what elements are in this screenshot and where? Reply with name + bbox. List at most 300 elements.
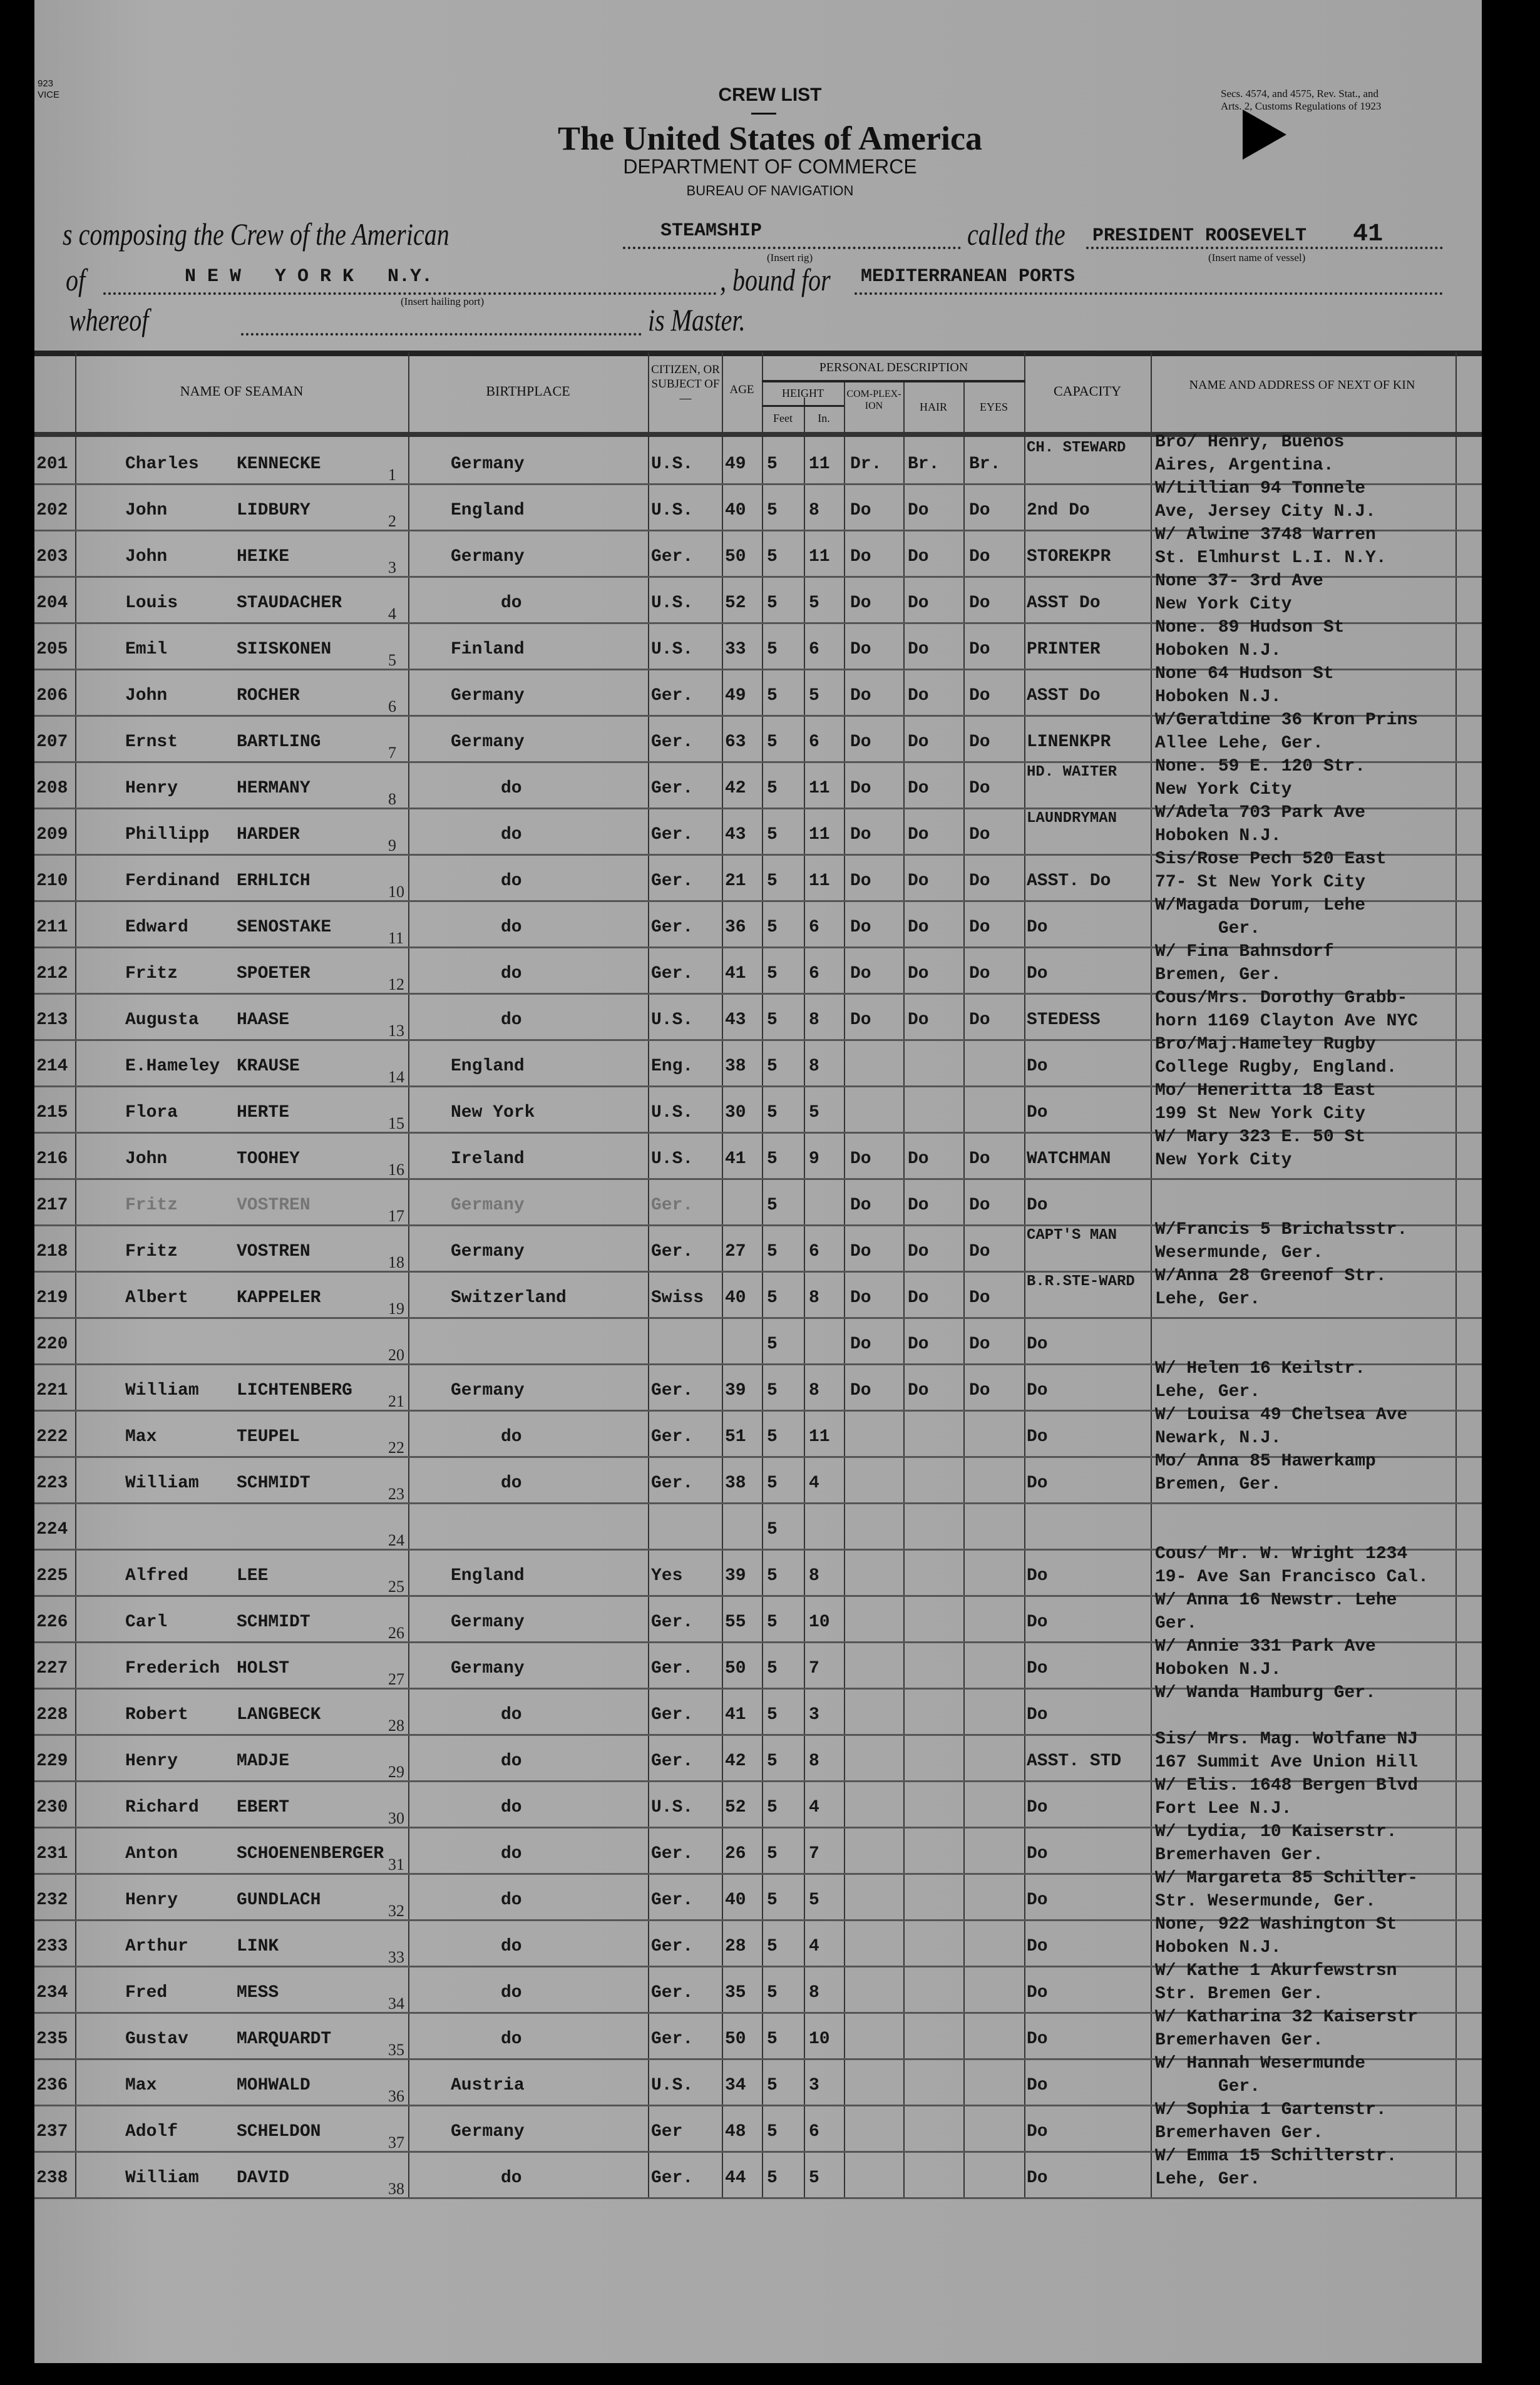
height-feet: 5 [767,454,778,474]
registry-number: 226 [36,1613,68,1632]
complexion: Do [850,1242,871,1261]
registry-number: 219 [36,1288,68,1308]
eyes: Do [969,1381,990,1400]
height-inches: 4 [809,1937,819,1956]
next-of-kin-line: 167 Summit Ave Union Hill [1155,1753,1419,1772]
birthplace: Finland [451,640,525,659]
registry-number: 207 [36,732,68,752]
corner-left-line: VICE [38,90,60,100]
line-number: 10 [388,883,404,901]
last-name: ROCHER [237,686,300,705]
height-feet: 5 [767,593,778,613]
last-name: LEE [237,1566,269,1586]
capacity: B.R.STE-WARD [1027,1273,1135,1290]
next-of-kin [1155,1542,1429,1589]
line-number: 36 [388,2087,404,2105]
last-name: KENNECKE [237,454,321,474]
registry-number: 233 [36,1937,68,1956]
birthplace: Germany [451,1381,525,1400]
hair: Do [908,1149,929,1169]
birthplace: Germany [451,1659,525,1678]
next-of-kin-line: W/ Lydia, 10 Kaiserstr. [1155,1822,1397,1842]
next-of-kin-line: Bremen, Ger. [1155,965,1281,985]
line-number: 15 [388,1114,404,1132]
next-of-kin-line: Aires, Argentina. [1155,456,1334,475]
next-of-kin-line: 77- St New York City [1155,873,1366,892]
vessel-hint: (Insert name of vessel) [1208,252,1306,264]
citizenship: Ger [651,2122,683,2141]
last-name: HERMANY [237,779,311,798]
first-name: Edward [125,918,188,937]
of-text: of [66,262,86,297]
birthplace: Germany [451,1242,525,1261]
whereof-text: whereof [69,302,149,337]
complexion: Do [850,1196,871,1215]
registry-number: 220 [36,1335,68,1354]
height-inches: 4 [809,1798,819,1817]
hair: Do [908,779,929,798]
first-name: Max [125,2076,157,2095]
capacity: Do [1027,1890,1048,1910]
first-name: Phillipp [125,825,210,844]
citizenship: Ger. [651,1427,694,1447]
registry-number: 216 [36,1149,68,1169]
capacity: Do [1027,1705,1048,1725]
age: 39 [725,1566,746,1586]
birthplace: do [501,964,522,983]
first-name: John [125,686,168,705]
department-heading: DEPARTMENT OF COMMERCE [623,155,917,178]
next-of-kin-line: W/ Annie 331 Park Ave [1155,1637,1376,1656]
first-name: Anton [125,1844,178,1864]
height-inches: 8 [809,1752,819,1771]
age: 35 [725,1983,746,2003]
list-number: 41 [1353,220,1383,249]
height-feet: 5 [767,1613,778,1632]
line-number: 9 [388,836,396,854]
next-of-kin-line: W/ Kathe 1 Akurfewstrsn [1155,1961,1397,1981]
last-name: LINK [237,1937,279,1956]
age: 50 [725,1659,746,1678]
line-number: 8 [388,790,396,808]
line-number: 17 [388,1207,404,1225]
hair: Do [908,1381,929,1400]
age: 40 [725,1288,746,1308]
line-number: 33 [388,1948,404,1966]
is-master-text: is Master. [648,302,746,337]
capacity: STOREKPR [1027,547,1111,567]
capacity: Do [1027,1381,1048,1400]
height-feet: 5 [767,547,778,567]
last-name: HERTE [237,1103,290,1122]
registry-number: 214 [36,1057,68,1076]
citizenship: Ger. [651,1242,694,1261]
capacity: Do [1027,918,1048,937]
next-of-kin-line: Lehe, Ger. [1155,2170,1261,2189]
hailing-port-field[interactable] [103,266,717,295]
next-of-kin-line: Sis/ Mrs. Mag. Wolfane NJ [1155,1730,1419,1749]
next-of-kin-line: Hoboken N.J. [1155,1660,1281,1680]
last-name: MESS [237,1983,279,2003]
height-inches: 7 [809,1844,819,1864]
next-of-kin-line: W/Adela 703 Park Ave [1155,803,1366,823]
rig-hint: (Insert rig) [767,252,813,264]
first-name: Henry [125,1752,178,1771]
line-number: 13 [388,1022,404,1040]
capacity: CH. STEWARD [1027,439,1126,456]
line-number: 31 [388,1855,404,1874]
next-of-kin [1155,1357,1365,1403]
called-the-text: called the [967,217,1065,252]
registry-number: 221 [36,1381,68,1400]
capacity: ASST. STD [1027,1752,1122,1771]
next-of-kin-line: W/ Louisa 49 Chelsea Ave [1155,1405,1408,1425]
next-of-kin-line: Hoboken N.J. [1155,826,1281,846]
complexion: Do [850,918,871,937]
eyes: Do [969,547,990,567]
next-of-kin-line: Bremen, Ger. [1155,1475,1281,1494]
next-of-kin-line: W/Geraldine 36 Kron Prins [1155,710,1419,730]
height-inches: 6 [809,918,819,937]
birthplace: do [501,1752,522,1771]
birthplace: Germany [451,547,525,567]
height-inches: 8 [809,1566,819,1586]
citizenship: Ger. [651,918,694,937]
next-of-kin [1155,2052,1365,2098]
age: 63 [725,732,746,752]
line-number: 3 [388,558,396,577]
height-feet: 5 [767,686,778,705]
line-number: 27 [388,1670,404,1688]
height-inches: 8 [809,1057,819,1076]
capacity: ASST Do [1027,593,1101,613]
height-feet: 5 [767,2029,778,2049]
birthplace: do [501,1705,522,1725]
eyes: Do [969,640,990,659]
registry-number: 232 [36,1890,68,1910]
form-title: CREW LIST [718,85,822,105]
next-of-kin-line: Bro/Maj.Hameley Rugby [1155,1035,1376,1054]
citizenship: U.S. [651,1010,694,1030]
complexion: Do [850,1335,871,1354]
last-name: BARTLING [237,732,321,752]
header-inches: In. [818,412,830,424]
last-name: KAPPELER [237,1288,321,1308]
height-inches: 5 [809,1103,819,1122]
next-of-kin-line: W/ Mary 323 E. 50 St [1155,1127,1366,1147]
next-of-kin-line: Lehe, Ger. [1155,1382,1261,1402]
next-of-kin-line: W/Lillian 94 Tonnele [1155,479,1366,498]
height-feet: 5 [767,1983,778,2003]
destination-field[interactable] [855,266,1443,295]
height-inches: 3 [809,2076,819,2095]
line-number: 12 [388,975,404,993]
height-inches: 8 [809,1983,819,2003]
citizenship: Ger. [651,732,694,752]
registry-number: 204 [36,593,68,613]
registry-number: 236 [36,2076,68,2095]
header-complexion: COM-PLEX-ION [846,389,901,412]
next-of-kin [1155,570,1323,616]
next-of-kin [1155,431,1344,477]
citizenship: U.S. [651,640,694,659]
last-name: DAVID [237,2168,290,2188]
citizenship: U.S. [651,1149,694,1169]
citizenship: Ger. [651,1844,694,1864]
age: 38 [725,1474,746,1493]
citizenship: U.S. [651,2076,694,2095]
next-of-kin-line: College Rugby, England. [1155,1058,1397,1077]
last-name: ERHLICH [237,871,311,891]
hair: Do [908,918,929,937]
capacity: Do [1027,1613,1048,1632]
height-inches: 9 [809,1149,819,1169]
next-of-kin-line: Sis/Rose Pech 520 East [1155,849,1387,869]
next-of-kin-line: W/Francis 5 Brichalsstr. [1155,1220,1408,1239]
hair: Do [908,1242,929,1261]
first-name: Ferdinand [125,871,220,891]
birthplace: do [501,779,522,798]
first-name: William [125,2168,199,2188]
destination-value: MEDITERRANEAN PORTS [861,266,1075,287]
master-field[interactable] [241,308,642,336]
complexion: Do [850,779,871,798]
hair: Do [908,593,929,613]
citizenship: Ger. [651,871,694,891]
height-feet: 5 [767,1242,778,1261]
birthplace: do [501,825,522,844]
next-of-kin [1155,1867,1418,1913]
citizenship: Ger. [651,1890,694,1910]
next-of-kin [1155,801,1365,848]
eyes: Br. [969,454,1001,474]
first-name: Ernst [125,732,178,752]
bureau-heading: BUREAU OF NAVIGATION [686,183,854,198]
age: 50 [725,2029,746,2049]
line-number: 21 [388,1392,404,1410]
first-name: Emil [125,640,168,659]
row-rule [34,2197,1482,2199]
height-inches: 8 [809,1010,819,1030]
rig-field[interactable] [623,220,961,249]
next-of-kin-line: New York City [1155,1151,1292,1170]
height-feet: 5 [767,1103,778,1122]
complexion: Do [850,732,871,752]
first-name: Fred [125,1983,168,2003]
registry-number: 235 [36,2029,68,2049]
complexion: Do [850,640,871,659]
header-feet: Feet [773,412,793,424]
next-of-kin-line: None. 59 E. 120 Str. [1155,757,1366,776]
capacity: ASST. Do [1027,871,1111,891]
birthplace: do [501,1798,522,1817]
last-name: SCHELDON [237,2122,321,2141]
registry-number: 228 [36,1705,68,1725]
header-capacity: CAPACITY [1054,383,1121,399]
birthplace: Austria [451,2076,525,2095]
first-name: John [125,501,168,520]
header-age: AGE [729,383,754,396]
height-feet: 5 [767,1288,778,1308]
age: 52 [725,1798,746,1817]
height-inches: 3 [809,1705,819,1725]
line-number: 1 [388,466,396,484]
registry-number: 211 [36,918,68,937]
hair: Do [908,1196,929,1215]
capacity: 2nd Do [1027,501,1090,520]
first-name: Frederich [125,1659,220,1678]
citizenship: Swiss [651,1288,704,1308]
complexion: Do [850,825,871,844]
height-inches: 8 [809,501,819,520]
header-birthplace: BIRTHPLACE [486,383,570,399]
age: 39 [725,1381,746,1400]
height-inches: 11 [809,547,830,567]
next-of-kin-line: Cous/ Mr. W. Wright 1234 [1155,1544,1408,1564]
registry-number: 205 [36,640,68,659]
hair: Do [908,501,929,520]
last-name: SENOSTAKE [237,918,332,937]
next-of-kin-line: Hoboken N.J. [1155,687,1281,707]
last-name: TOOHEY [237,1149,300,1169]
first-name: Flora [125,1103,178,1122]
birthplace: do [501,1983,522,2003]
next-of-kin [1155,477,1376,523]
table-top-rule [34,351,1482,356]
eyes: Do [969,1196,990,1215]
age: 52 [725,593,746,613]
registry-number: 238 [36,2168,68,2188]
birthplace: do [501,1890,522,1910]
first-name: Henry [125,1890,178,1910]
next-of-kin [1155,523,1387,570]
height-inches: 6 [809,640,819,659]
next-of-kin-line: None. 89 Hudson St [1155,618,1345,637]
next-of-kin [1155,1403,1407,1450]
registry-number: 237 [36,2122,68,2141]
height-feet: 5 [767,1937,778,1956]
height-feet: 5 [767,825,778,844]
line-number: 2 [388,512,396,530]
birthplace: do [501,2168,522,2188]
next-of-kin-line: W/ Margareta 85 Schiller- [1155,1869,1419,1888]
birthplace: do [501,1474,522,1493]
eyes: Do [969,779,990,798]
last-name: LICHTENBERG [237,1381,352,1400]
registry-number: 209 [36,825,68,844]
height-feet: 5 [767,1196,778,1215]
last-name: HARDER [237,825,300,844]
rig-value: STEAMSHIP [660,220,762,242]
registry-number: 227 [36,1659,68,1678]
line-number: 24 [388,1531,404,1549]
line-number: 14 [388,1068,404,1086]
registry-number: 202 [36,501,68,520]
personal-rule [762,380,1025,382]
line-number: 29 [388,1763,404,1781]
capacity: Do [1027,1566,1048,1586]
age: 43 [725,1010,746,1030]
citizenship: Eng. [651,1057,694,1076]
height-inches: 8 [809,1288,819,1308]
crew-row [0,1127,1540,1179]
next-of-kin-line: W/ Emma 15 Schillerstr. [1155,2146,1397,2166]
first-name: John [125,547,168,567]
line-number: 26 [388,1624,404,1642]
birthplace: do [501,2029,522,2049]
next-of-kin-line: W/ Anna 16 Newstr. Lehe [1155,1591,1397,1610]
line-number: 32 [388,1902,404,1920]
next-of-kin [1155,1589,1397,1635]
birthplace: do [501,1937,522,1956]
last-name: VOSTREN [237,1242,311,1261]
first-name: Henry [125,779,178,798]
age: 51 [725,1427,746,1447]
header-next-of-kin: NAME AND ADDRESS OF NEXT OF KIN [1189,378,1415,392]
last-name: GUNDLACH [237,1890,321,1910]
height-inches: 5 [809,2168,819,2188]
header-personal-description: PERSONAL DESCRIPTION [819,361,968,374]
crew-intro-text: s composing the Crew of the American [63,217,449,252]
height-inches: 11 [809,871,830,891]
height-feet: 5 [767,1844,778,1864]
next-of-kin [1155,1079,1376,1126]
registry-number: 215 [36,1103,68,1122]
height-feet: 5 [767,1705,778,1725]
eyes: Do [969,1010,990,1030]
first-name: Fritz [125,1196,178,1215]
birthplace: England [451,1057,525,1076]
age: 40 [725,501,746,520]
last-name: MARQUARDT [237,2029,332,2049]
next-of-kin-line: 199 St New York City [1155,1104,1366,1124]
next-of-kin [1155,1820,1397,1867]
next-of-kin-line: New York City [1155,595,1292,614]
next-of-kin-line: W/ Katharina 32 Kaiserstr [1155,2008,1419,2027]
vessel-field[interactable] [1086,220,1443,249]
citizenship: Ger. [651,686,694,705]
height-feet: 5 [767,501,778,520]
citizenship: U.S. [651,593,694,613]
complexion: Do [850,547,871,567]
height-inches: 7 [809,1659,819,1678]
next-of-kin [1155,1913,1397,1959]
bound-for-text: , bound for [720,262,831,297]
next-of-kin [1155,1450,1376,1496]
citizenship: Ger. [651,1196,694,1215]
line-number: 11 [388,929,404,947]
capacity: Do [1027,1659,1048,1678]
next-of-kin [1155,1774,1418,1820]
next-of-kin-line: W/ Elis. 1648 Bergen Blvd [1155,1776,1419,1795]
height-inches: 11 [809,454,830,474]
citizenship: Yes [651,1566,683,1586]
next-of-kin [1155,1126,1365,1172]
height-inches: 6 [809,732,819,752]
line-number: 4 [388,605,396,623]
first-name: Max [125,1427,157,1447]
hair: Do [908,825,929,844]
next-of-kin-line: W/ Sophia 1 Gartenstr. [1155,2100,1387,2120]
line-number: 37 [388,2133,404,2152]
age: 26 [725,1844,746,1864]
birthplace: Ireland [451,1149,525,1169]
birthplace: Germany [451,1613,525,1632]
next-of-kin-line: Hoboken N.J. [1155,641,1281,660]
citizenship: U.S. [651,1798,694,1817]
height-feet: 5 [767,1427,778,1447]
age: 40 [725,1890,746,1910]
